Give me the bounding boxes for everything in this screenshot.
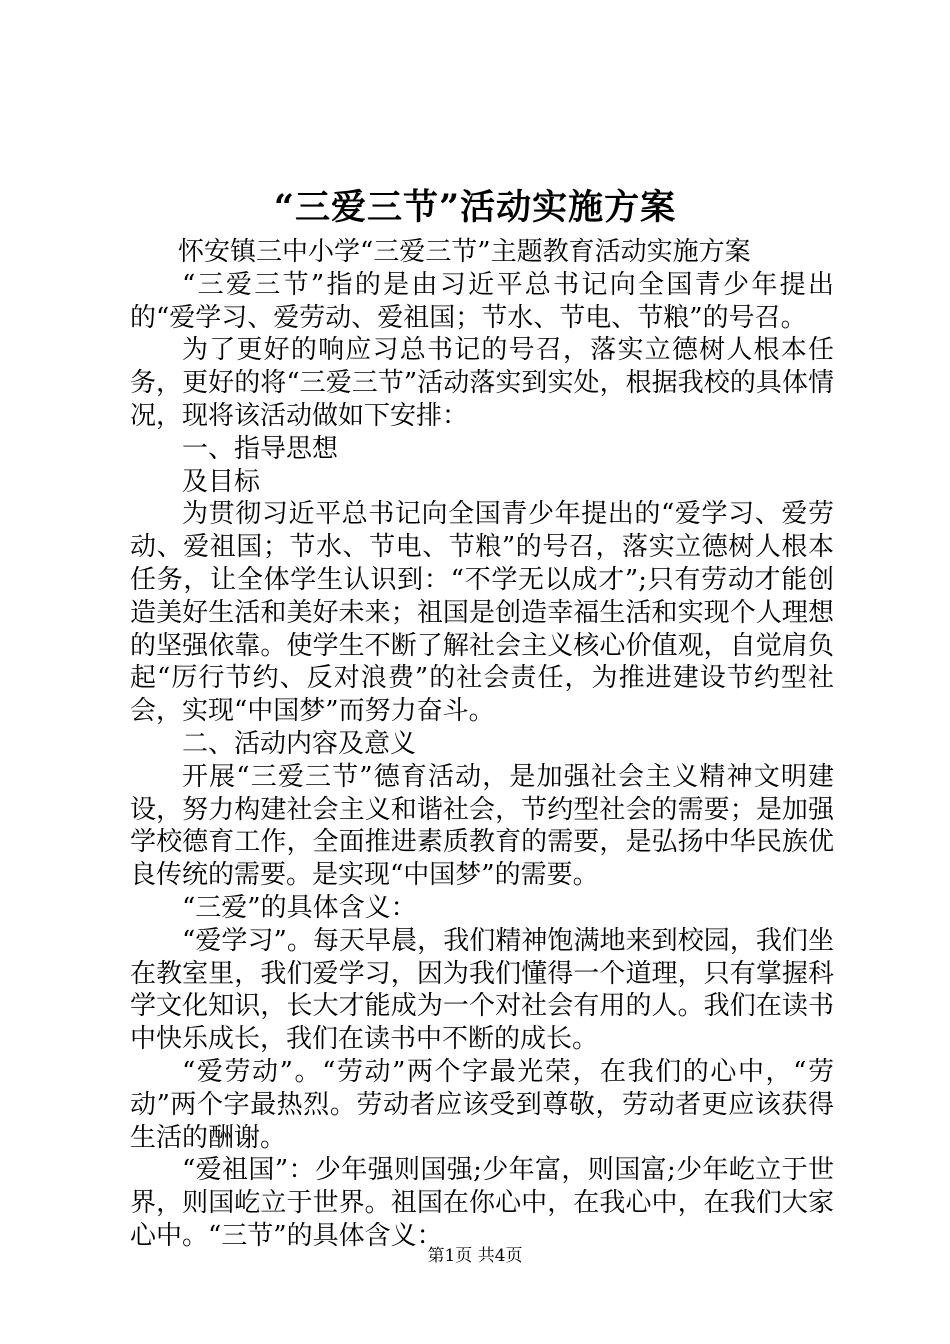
section-heading: 二、活动内容及意义 <box>182 728 417 759</box>
paragraph: “三爱三节”指的是由习近平总书记向全国青少年提出的“爱学习、爱劳动、爱祖国；节水、节电、节粮”的号召。 <box>130 269 834 333</box>
paragraph: 为了更好的响应习总书记的号召，落实立德树人根本任务，更好的将“三爱三节”活动落实到实处，根据我校的具体情况，现将该活动做如下安排： <box>130 335 834 431</box>
paragraph: 怀安镇三中小学“三爱三节”主题教育活动实施方案 <box>178 237 751 267</box>
section-heading: 及目标 <box>182 466 261 497</box>
paragraph: 为贯彻习近平总书记向全国青少年提出的“爱学习、爱劳动、爱祖国；节水、节电、节粮”的号召，落实立德树人根本任务，让全体学生认识到：“不学无以成才”;只有劳动才能创造美好生活和美好未来；祖国是创造幸福生活和实现个人理想的坚强依靠。使学生不断了解社会主义核心价值观，自觉肩负起“厉行节约、反对浪费”的社会责任，为推进建设节约型社会，实现“中国梦”而努力奋斗。 <box>130 499 834 727</box>
section-heading: 一、指导思想 <box>182 433 339 464</box>
paragraph: 开展“三爱三节”德育活动，是加强社会主义精神文明建设，努力构建社会主义和谐社会，节约型社会的需要；是加强学校德育工作，全面推进素质教育的需要，是弘扬中华民族优良传统的需要。是实现“中国梦”的需要。 <box>130 761 834 891</box>
document-body <box>130 236 834 1253</box>
page-footer: 第1页 共4页 <box>427 1246 523 1266</box>
paragraph: “爱学习”。每天早晨，我们精神饱满地来到校园，我们坐在教室里，我们爱学习，因为我们懂得一个道理，只有掌握科学文化知识，长大才能成为一个对社会有用的人。我们在读书中快乐成长，我们在读书中不断的成长。 <box>130 925 834 1055</box>
paragraph: “三爱”的具体含义： <box>182 892 417 923</box>
paragraph: “爱劳动”。“劳动”两个字最光荣，在我们的心中，“劳动”两个字最热烈。劳动者应该受到尊敬，劳动者更应该获得生活的酬谢。 <box>130 1056 834 1153</box>
paragraph: “爱祖国”：少年强则国强;少年富，则国富;少年屹立于世界，则国屹立于世界。祖国在你心中，在我心中，在我们大家心中。“三节”的具体含义： <box>130 1155 834 1251</box>
document-title: “三爱三节”活动实施方案 <box>273 187 677 228</box>
